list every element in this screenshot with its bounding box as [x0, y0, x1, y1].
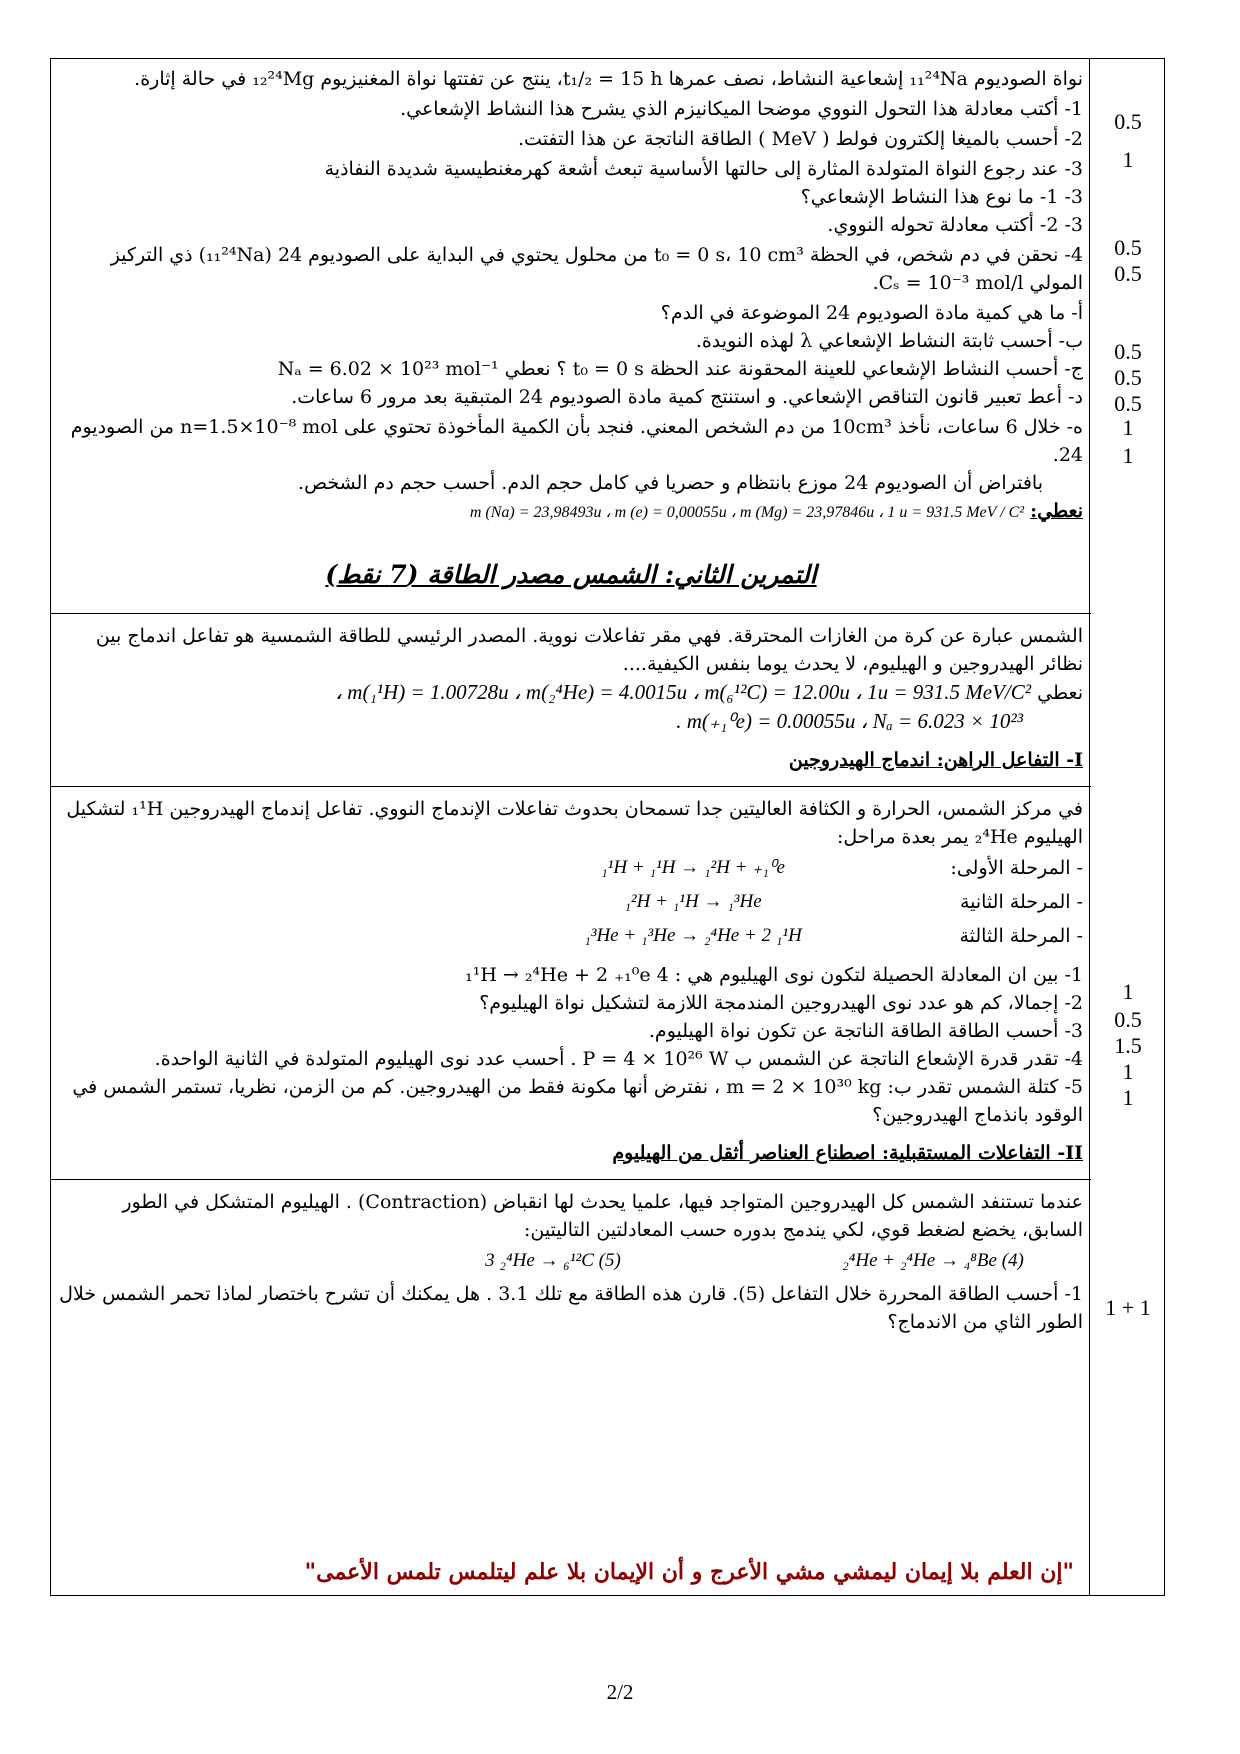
mark: 1 + 1: [1105, 1295, 1151, 1320]
stage-reaction: ₁²H + ₁¹H → ₁³He: [624, 891, 762, 912]
part2-q1: 1- أحسب الطاقة المحررة خلال التفاعل (5). قارن هذه الطاقة مع تلك 3.1 . هل يمكنك أن تشرح باختصار لماذا تحمر الشمس خلال الطور الثاي من الاندماج؟: [59, 1283, 1083, 1333]
part1-q3: 3- أحسب الطاقة الطاقة الناتجة عن تكون نواة الهيليوم.: [648, 1020, 1083, 1042]
ex1-q3-2: 3- 2- أكتب معادلة تحوله النووي.: [827, 214, 1083, 236]
ex1-q4d: د- أعط تعبير قانون التناقص الإشعاعي. و استنتج كمية مادة الصوديوم 24 المتبقية بعد مرور 6 ساعات.: [291, 386, 1083, 408]
exam-content: [59, 65, 1083, 1336]
mark: 0.5: [1114, 1007, 1142, 1032]
stage-reaction: ₁³He + ₁³He → ₂⁴He + 2 ₁¹H: [584, 925, 802, 946]
ex1-q4a: أ- ما هي كمية مادة الصوديوم 24 الموضوعة في الدم؟: [660, 302, 1083, 324]
equation-5: 3 ₂⁴He → ₆¹²C (5): [485, 1250, 621, 1271]
part1-intro: في مركز الشمس، الحرارة و الكثافة العاليتين جدا تسمحان بحدوث تفاعلات الإندماج النووي. تفاعل إندماج الهيدروجين ₁¹H لتشكيل الهيليوم ₂⁴He يمر بعدة مراحل:: [66, 798, 1083, 848]
part1-title: I- التفاعل الراهن: اندماج الهيدروجين: [788, 749, 1083, 771]
mark: 0.5: [1114, 235, 1142, 260]
fusion-equations: [59, 1244, 1083, 1278]
stage-row: [59, 851, 1083, 885]
ex1-given: [59, 497, 1083, 527]
ex1-q4c: ج- أحسب النشاط الإشعاعي للعينة المحقونة عند الحظة t₀ = 0 s ؟ نعطي Nₐ = 6.02 × 10²³ mol⁻¹: [277, 358, 1083, 380]
closing-quote: "إن العلم بلا إيمان ليمشي مشي الأعرج و أن الإيمان بلا علم ليتلمس تلمس الأعمى": [304, 1559, 1074, 1585]
ex1-q4e: ه- خلال 6 ساعات، نأخذ 10cm³ من دم الشخص المعني. فنجد بأن الكمية المأخوذة تحتوي على n=1.5×10⁻⁸ mol من الصوديوم 24.: [70, 416, 1083, 466]
stage-label: - المرحلة الثالثة: [959, 925, 1083, 947]
mark: 1: [1122, 443, 1134, 468]
ex2-given2: [59, 707, 1083, 736]
ex1-q4: 4- نحقن في دم شخص، في الحظة t₀ = 0 s، 10 cm³ من محلول يحتوي في البداية على الصوديوم 24 (₁₁²⁴Na) ذي التركيز المولي Cₛ = 10⁻³ mol/l.: [110, 244, 1083, 294]
mark: 1: [1122, 1059, 1134, 1084]
equation-4: ₂⁴He + ₂⁴He → ₄⁸Be (4): [842, 1250, 1024, 1271]
ex1-intro: نواة الصوديوم ₁₁²⁴Na إشعاعية النشاط، نصف عمرها t₁/₂ = 15 h، ينتج عن تفتتها نواة المغنيزيوم ₁₂²⁴Mg في حالة إثارة.: [134, 68, 1083, 90]
exam-frame: [50, 58, 1165, 1596]
mark: 1: [1122, 415, 1134, 440]
divider: [51, 1179, 1091, 1180]
ex2-intro: الشمس عبارة عن كرة من الغازات المحترقة. فهي مقر تفاعلات نووية. المصدر الرئيسي للطاقة الشمسية هو تفاعل اندماج بين نظائر الهيدروجين و الهيليوم، لا يحدث يوما بنفس الكيفية....: [95, 625, 1083, 675]
ex1-q3: 3- عند رجوع النواة المتولدة المثارة إلى حالتها الأساسية تبعث أشعة كهرمغنطيسية شديدة النفاذية: [324, 158, 1083, 180]
divider: [51, 613, 1091, 614]
stage-row: [59, 919, 1083, 953]
part1-q2: 2- إجمالا، كم هو عدد نوى الهيدروجين المندمجة اللازمة لتشكيل نواة الهيليوم؟: [479, 992, 1083, 1014]
ex2-given1: [59, 678, 1083, 707]
mark: 0.5: [1114, 391, 1142, 416]
mark: 1: [1122, 979, 1134, 1004]
mark: 0.5: [1114, 365, 1142, 390]
mark: 0.5: [1114, 109, 1142, 134]
marks-column-divider: [1089, 59, 1090, 1595]
ex1-given-label: نعطي:: [1030, 500, 1083, 522]
stage-label: - المرحلة الأولى:: [950, 857, 1083, 879]
ex2-given2-values: m(₊₁⁰e) = 0.00055u ، Nₐ = 6.023 × 10²³ .: [676, 709, 1023, 733]
stage-label: - المرحلة الثانية: [959, 891, 1083, 913]
ex1-q2: 2- أحسب بالميغا إلكترون فولط ( MeV ) الطاقة الناتجة عن هذا التفتت.: [518, 128, 1083, 150]
part1-q1: 1- بين ان المعادلة الحصيلة لتكون نوى الهيليوم هي : 4 ₁¹H → ₂⁴He + 2 ₊₁⁰e: [465, 964, 1083, 986]
ex2-given1-values: m(₁¹H) = 1.00728u ، m(₂⁴He) = 4.0015u ، m(₆¹²C) = 12.00u ، 1u = 931.5 MeV/C² ،: [335, 680, 1032, 704]
page-number: 2/2: [606, 1680, 634, 1704]
ex1-q4b: ب- أحسب ثابتة النشاط الإشعاعي λ لهذه النويدة.: [695, 330, 1083, 352]
mark: 0.5: [1114, 339, 1142, 364]
mark: 1: [1122, 1085, 1134, 1110]
mark: 1: [1122, 147, 1134, 172]
ex2-title: التمرين الثاني: الشمس مصدر الطاقة (7 نقط): [325, 560, 817, 589]
mark: 1.5: [1114, 1033, 1142, 1058]
part2-intro: عندما تستنفد الشمس كل الهيدروجين المتواجد فيها، علميا يحدث لها انقباض (Contraction) . الهيليوم المتشكل في الطور السابق، يخضع لضغط قوي، لكي يندمج بدوره حسب المعادلتين التاليتين:: [122, 1191, 1083, 1241]
stage-row: [59, 885, 1083, 919]
stage-reaction: ₁¹H + ₁¹H → ₁²H + ₊₁⁰e: [601, 857, 785, 878]
part1-q5: 5- كتلة الشمس تقدر ب: m = 2 × 10³⁰ kg ، نفترض أنها مكونة فقط من الهيدروجين. كم من الزمن، نظريا، تستمر الشمس في الوقود بانذماج الهيدروجين؟: [72, 1076, 1083, 1126]
divider: [51, 786, 1091, 787]
part1-q4: 4- تقدر قدرة الإشعاع الناتجة عن الشمس ب P = 4 × 10²⁶ W . أحسب عدد نوى الهيليوم المتولدة في الثانية الواحدة.: [154, 1048, 1083, 1070]
mark: 0.5: [1114, 261, 1142, 286]
ex1-q1: 1- أكتب معادلة هذا التحول النووي موضحا الميكانيزم الذي يشرح هذا النشاط الإشعاعي.: [400, 98, 1083, 120]
ex1-q4e-2: بافتراض أن الصوديوم 24 موزع بانتظام و حصريا في كامل حجم الدم. أحسب حجم دم الشخص.: [298, 472, 1043, 494]
ex2-given-label: نعطي: [1037, 682, 1083, 704]
ex1-q3-1: 3- 1- ما نوع هذا النشاط الإشعاعي؟: [800, 186, 1083, 208]
ex2-title-row: [59, 561, 1083, 591]
part2-title: II- التفاعلات المستقبلية: اصطناع العناصر أثقل من الهيليوم: [612, 1142, 1083, 1164]
ex1-given-values: m (Na) = 23,98493u ، m (e) = 0,00055u ، m (Mg) = 23,97846u ، 1 u = 931.5 MeV / C²: [469, 504, 1025, 521]
